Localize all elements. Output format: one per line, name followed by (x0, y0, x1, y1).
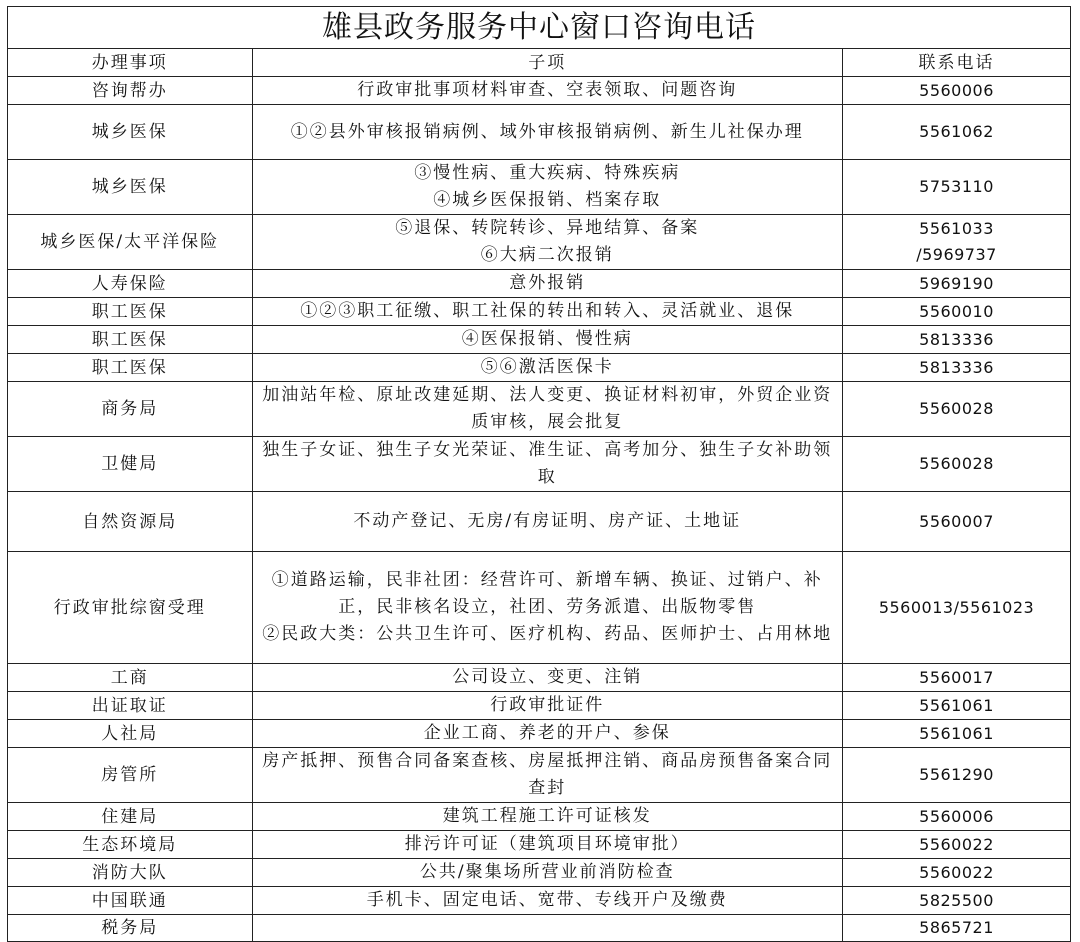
row-item: 职工医保 (8, 298, 253, 326)
row-phone: 5561290 (843, 748, 1071, 803)
row-phone: 5561062 (843, 105, 1071, 160)
row-sub: 独生子女证、独生子女光荣证、准生证、高考加分、独生子女补助领取 (252, 437, 843, 492)
row-sub: 公司设立、变更、注销 (252, 664, 843, 692)
table-row (8, 77, 1071, 105)
row-item: 商务局 (8, 382, 253, 437)
row-item: 人社局 (8, 720, 253, 748)
row-sub: 行政审批证件 (252, 692, 843, 720)
row-phone: 5561061 (843, 692, 1071, 720)
table-row (8, 215, 1071, 270)
row-item: 工商 (8, 664, 253, 692)
table-row (8, 859, 1071, 887)
table-row (8, 492, 1071, 552)
table-row (8, 720, 1071, 748)
row-sub (252, 915, 843, 942)
row-sub: 房产抵押、预售合同备案查核、房屋抵押注销、商品房预售备案合同查封 (252, 748, 843, 803)
row-item: 职工医保 (8, 326, 253, 354)
row-sub: ①②③职工征缴、职工社保的转出和转入、灵活就业、退保 (252, 298, 843, 326)
row-item: 消防大队 (8, 859, 253, 887)
row-phone: 5753110 (843, 160, 1071, 215)
row-phone: 5813336 (843, 326, 1071, 354)
row-item: 住建局 (8, 803, 253, 831)
table-row (8, 664, 1071, 692)
row-phone: 5560022 (843, 859, 1071, 887)
table-row (8, 831, 1071, 859)
row-phone: 5560028 (843, 437, 1071, 492)
row-sub: 公共/聚集场所营业前消防检查 (252, 859, 843, 887)
table-row (8, 437, 1071, 492)
table-row (8, 748, 1071, 803)
row-sub: ④医保报销、慢性病 (252, 326, 843, 354)
row-item: 城乡医保 (8, 105, 253, 160)
table-row (8, 326, 1071, 354)
row-sub: 意外报销 (252, 270, 843, 298)
row-sub: ①②县外审核报销病例、域外审核报销病例、新生儿社保办理 (252, 105, 843, 160)
row-item: 生态环境局 (8, 831, 253, 859)
row-item: 房管所 (8, 748, 253, 803)
table-row (8, 803, 1071, 831)
row-sub: ③慢性病、重大疾病、特殊疾病 ④城乡医保报销、档案存取 (252, 160, 843, 215)
row-phone: 5560022 (843, 831, 1071, 859)
table-row (8, 382, 1071, 437)
table-row (8, 105, 1071, 160)
header-sub: 子项 (252, 49, 843, 77)
row-phone: 5560013/5561023 (843, 552, 1071, 664)
row-item: 税务局 (8, 915, 253, 942)
table-row (8, 298, 1071, 326)
table-row (8, 354, 1071, 382)
row-item: 卫健局 (8, 437, 253, 492)
row-phone: 5560006 (843, 803, 1071, 831)
row-sub: 不动产登记、无房/有房证明、房产证、土地证 (252, 492, 843, 552)
row-item: 人寿保险 (8, 270, 253, 298)
row-sub: 企业工商、养老的开户、参保 (252, 720, 843, 748)
row-phone: 5560006 (843, 77, 1071, 105)
row-phone: 5560010 (843, 298, 1071, 326)
row-sub: 加油站年检、原址改建延期、法人变更、换证材料初审，外贸企业资质审核，展会批复 (252, 382, 843, 437)
row-phone: 5865721 (843, 915, 1071, 942)
table-row (8, 552, 1071, 664)
table-row (8, 270, 1071, 298)
row-item: 行政审批综窗受理 (8, 552, 253, 664)
row-item: 职工医保 (8, 354, 253, 382)
row-sub: ①道路运输，民非社团：经营许可、新增车辆、换证、过销户、补正，民非核名设立，社团、劳务派遣、出版物零售 ②民政大类：公共卫生许可、医疗机构、药品、医师护士、占用林地 (252, 552, 843, 664)
row-item: 自然资源局 (8, 492, 253, 552)
header-phone: 联系电话 (843, 49, 1071, 77)
table-row (8, 887, 1071, 915)
row-item: 出证取证 (8, 692, 253, 720)
row-phone: 5560017 (843, 664, 1071, 692)
row-phone: 5969190 (843, 270, 1071, 298)
header-item: 办理事项 (8, 49, 253, 77)
table-row (8, 160, 1071, 215)
row-item: 城乡医保/太平洋保险 (8, 215, 253, 270)
row-phone: 5825500 (843, 887, 1071, 915)
row-phone: 5813336 (843, 354, 1071, 382)
row-phone: 5560028 (843, 382, 1071, 437)
row-phone: 5561033 /5969737 (843, 215, 1071, 270)
row-sub: 手机卡、固定电话、宽带、专线开户及缴费 (252, 887, 843, 915)
row-item: 中国联通 (8, 887, 253, 915)
phone-directory-table (7, 6, 1071, 942)
row-item: 咨询帮办 (8, 77, 253, 105)
row-item: 城乡医保 (8, 160, 253, 215)
table-row (8, 692, 1071, 720)
row-sub: 行政审批事项材料审查、空表领取、问题咨询 (252, 77, 843, 105)
row-sub: 排污许可证（建筑项目环境审批） (252, 831, 843, 859)
row-sub: ⑤退保、转院转诊、异地结算、备案 ⑥大病二次报销 (252, 215, 843, 270)
row-phone: 5561061 (843, 720, 1071, 748)
row-phone: 5560007 (843, 492, 1071, 552)
table-row (8, 915, 1071, 942)
table-title: 雄县政务服务中心窗口咨询电话 (8, 7, 1071, 49)
row-sub: 建筑工程施工许可证核发 (252, 803, 843, 831)
row-sub: ⑤⑥激活医保卡 (252, 354, 843, 382)
